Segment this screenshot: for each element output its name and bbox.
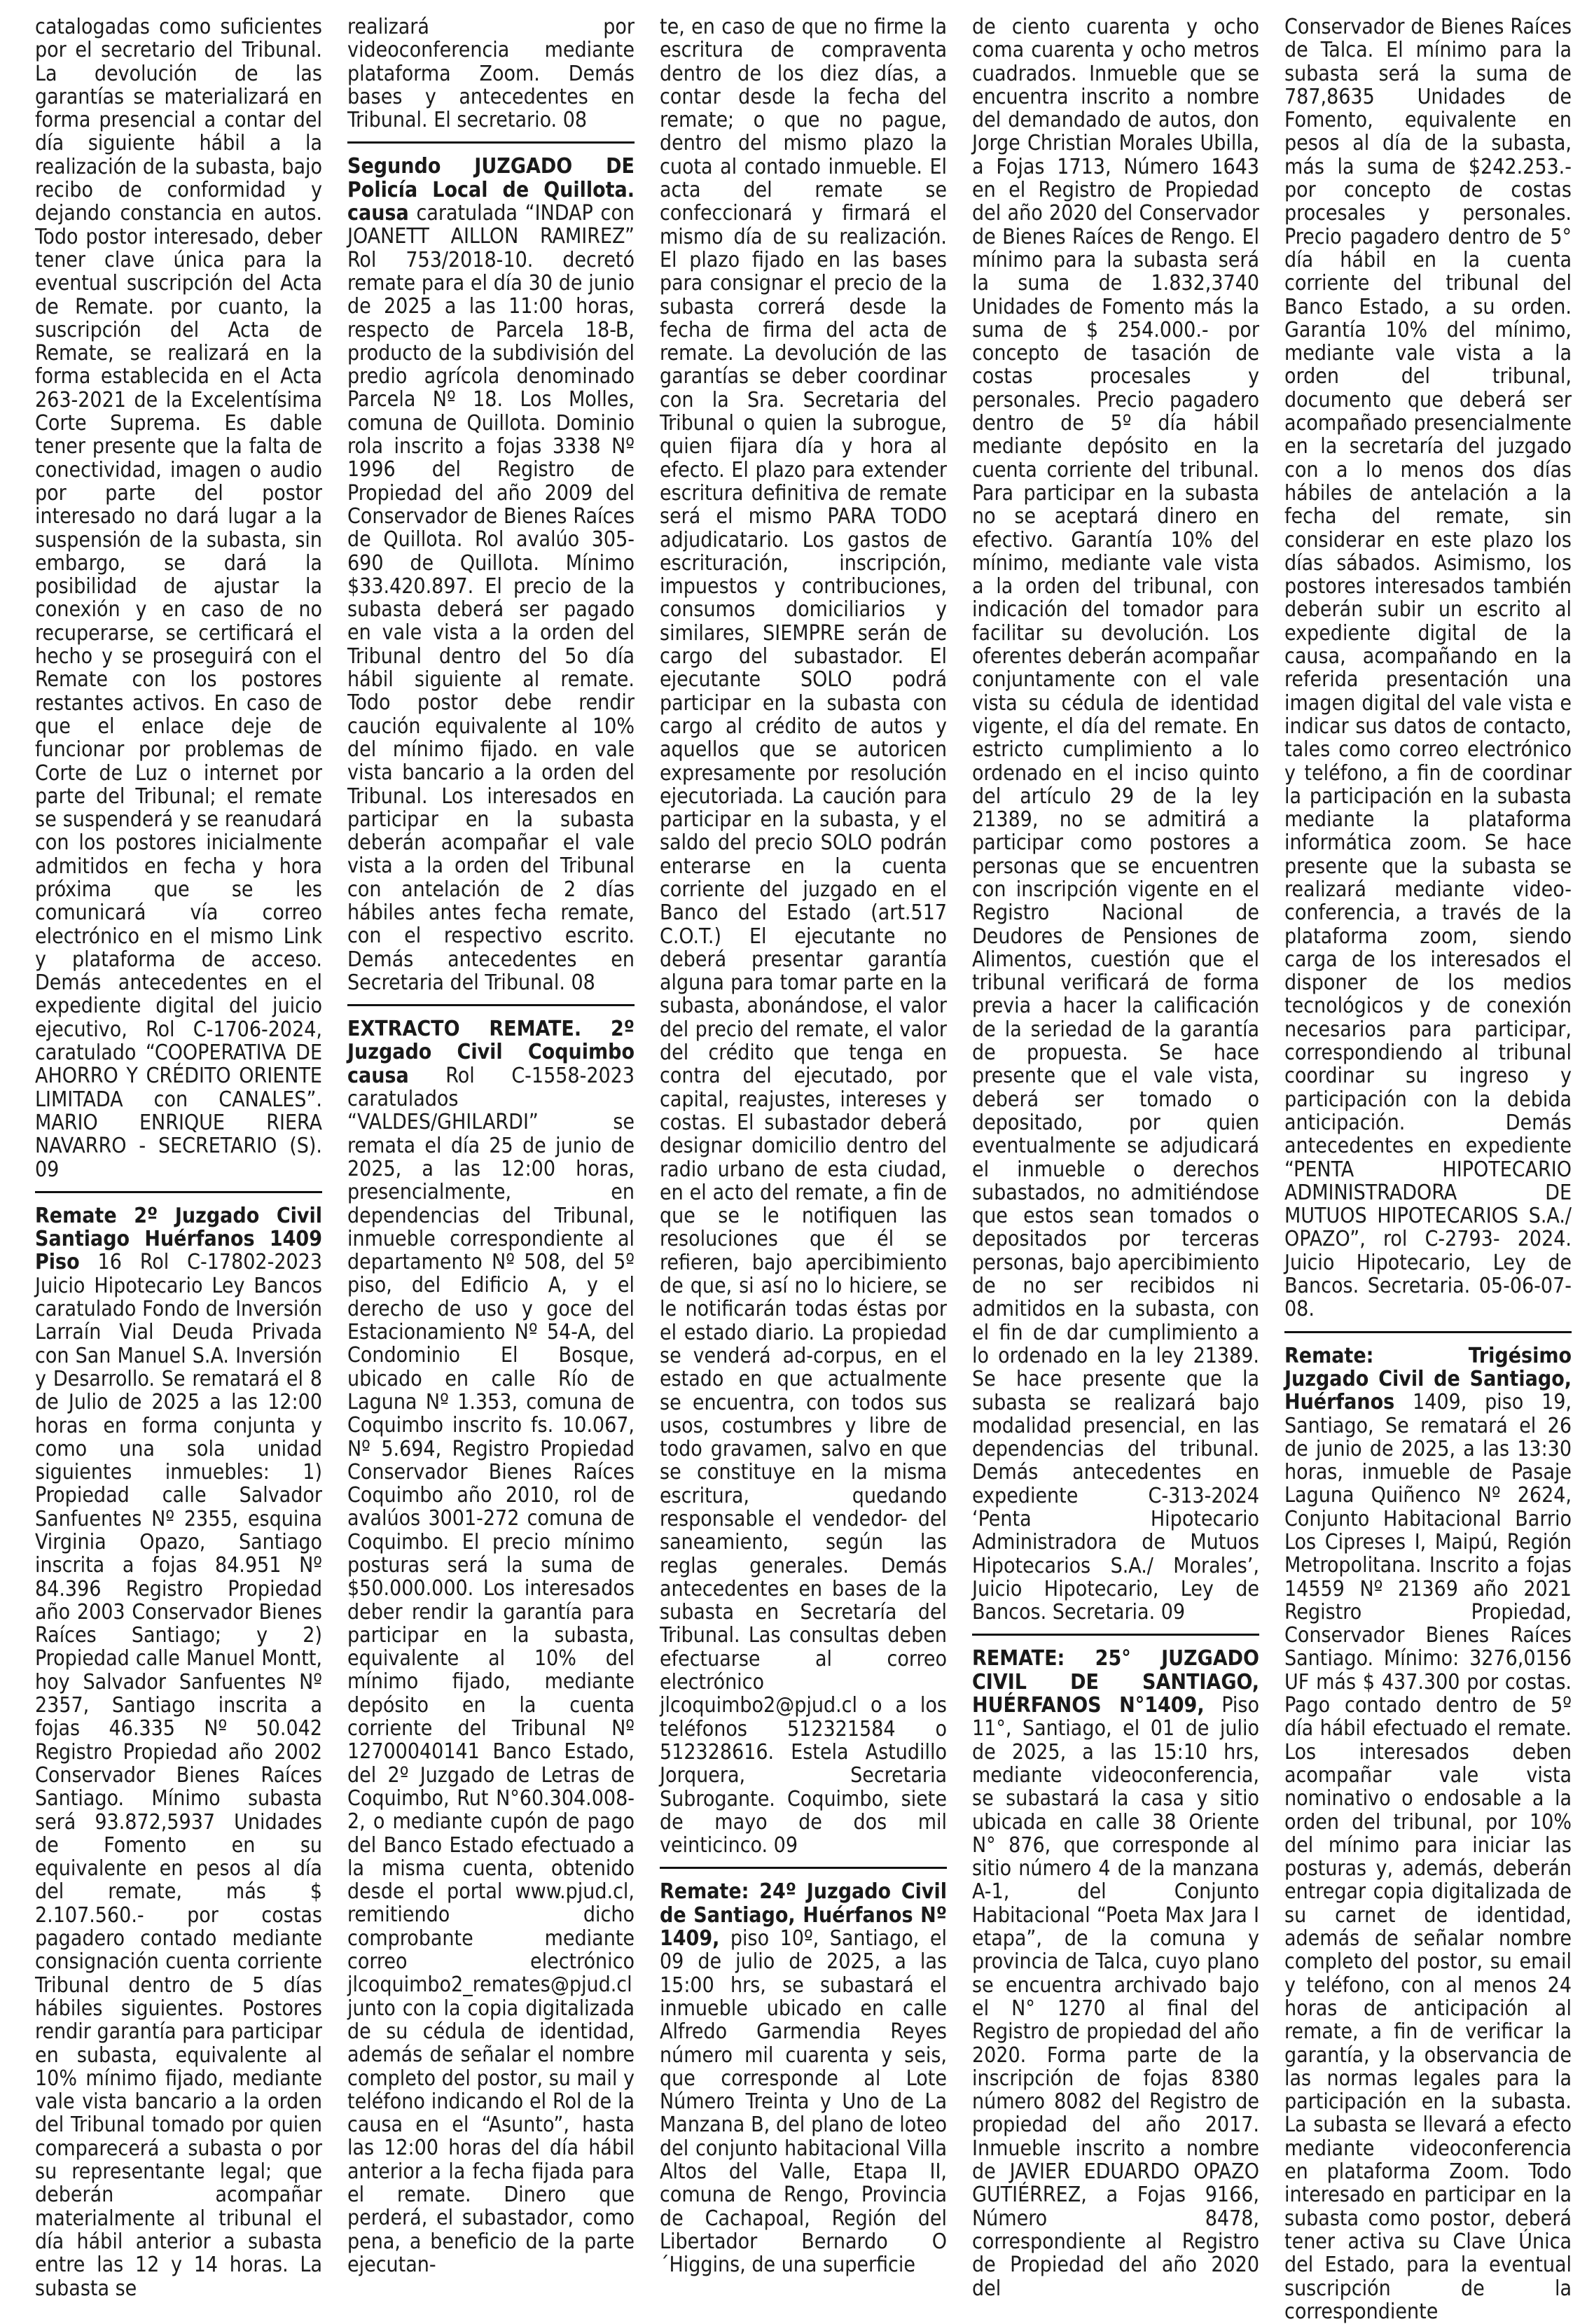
notice-body: Conservador de Bienes Raíces de Talca. El mínimo para la subasta será la suma de 787,8635 Unidades de Fomento, equivalente en pesos al día de la subasta, más la suma de $242.253.- por concepto de costas procesales y personales. Precio pagadero dentro de 5° día hábil en la cuenta corriente del tribunal del Banco Estado, a su orden. Garantía 10% del mínimo, mediante vale vista a la orden del tribunal, documento que deberá ser acompañado presencialmente en la secretaría del juzgado con a lo menos dos días hábiles de antelación a la fecha del remate, sin considerar en este plazo los días sábados. Asimismo, los postores interesados también deberán subir un escrito al expediente digital de la causa, acompañando en la referida presentación una imagen digital del vale vista e indicar sus datos de contacto, tales como correo electrónico y teléfono, a fin de coordinar la participación en la subasta mediante la plataforma informática zoom. Se hace presente que la subasta se realizará mediante video- conferencia, a través de la plataforma zoom, siendo carga de los interesados el disponer de los medios tecnológicos y de conexión necesarios para participar, correspondiendo al tribunal coordinar su ingreso y participación con la debida anticipación. Demás antecedentes en expediente “PENTA HIPOTECARIO ADMINISTRADORA DE MUTUOS HIPOTECARIOS S.A./ OPAZO”, rol C-2793- 2024. Juicio Hipotecario, Ley de Bancos. Secretaria. 05-06-07-08. xyxy=(1284,15,1572,1322)
notice-continuation xyxy=(972,15,1259,1624)
notice-body: 1409, piso 19, Santiago, Se rematará el 26 de junio de 2025, a las 13:30 horas, inmueble de Pasaje Laguna Quiñenco Nº 2624, Conjunto Habitacional Barrio Los Cipreses I, Maipú, Región Metropolitana. Inscrito a fojas 14559 Nº 21369 año 2021 Registro Propiedad, Conservador Bienes Raíces Santiago. Mínimo: 3276,0156 UF más $ 437.300 por costas. Pago contado dentro de 5º día hábil efectuado el remate. Los interesados deben acompañar vale vista nominativo o endosable a la orden del tribunal, por 10% del mínimo para iniciar las posturas y, además, deberán entregar copia digitalizada de su carnet de identidad, además de señalar nombre completo del postor, su email y teléfono, con al menos 24 horas de anticipación al remate, a fin de verificar la garantía, y la observancia de las normas legales para la participación en la subasta. La subasta se llevará a efecto mediante videoconferencia en plataforma Zoom. Todo interesado en participar en la subasta como postor, deberá tener activa su Clave Única del Estado, para la eventual suscripción de la correspondiente xyxy=(1284,1390,1572,2324)
notice-heading: Segundo JUZGADO DE Policía Local de Quillota. causa xyxy=(347,154,635,226)
notice-continuation xyxy=(1284,15,1572,1321)
notice-heading: Remate: 24º Juzgado Civil de Santiago, Huérfanos Nº 1409, xyxy=(660,1879,947,1951)
notice-body: Piso 11°, Santiago, el 01 de julio de 2025, a las 15:10 hrs, mediante videoconferencia, se subastará la casa y sitio ubicada en calle 38 Oriente N° 876, que corresponde al sitio número 4 de la manzana A-1, del Conjunto Habitacional “Poeta Max Jara I etapa”, de la comuna y provincia de Talca, cuyo plano se encuentra archivado bajo el N° 1270 al final del Registro de propiedad del año 2020. Forma parte de la inscripción de fojas 8380 número 8082 del Registro de propiedad del año 2017. Inmueble inscrito a nombre de JAVIER EDUARDO OPAZO GUTIÉRREZ, a Fojas 9166, Número 8478, correspondiente al Registro de Propiedad del año 2020 del xyxy=(972,1693,1259,2301)
notice xyxy=(972,1647,1259,2299)
notice-heading: EXTRACTO REMATE. 2º Juzgado Civil Coquimbo causa xyxy=(347,1017,635,1088)
column-1 xyxy=(35,15,322,2301)
notice-continuation xyxy=(660,15,947,1857)
notice xyxy=(347,155,635,994)
notice-body: 16 Rol C-17802-2023 Juicio Hipotecario Ley Bancos caratulado Fondo de Inversión Larraín Vial Deuda Privada con San Manuel S.A. Inversión y Desarrollo. Se rematará el 8 de Julio de 2025 a las 12:00 horas en forma conjunta y como una sola unidad siguientes inmuebles: 1) Propiedad calle Salvador Sanfuentes Nº 2355, esquina Virginia Opazo, Santiago inscrita a fojas 84.951 Nº 84.396 Registro Propiedad año 2003 Conservador Bienes Raíces Santiago; y 2) Propiedad calle Manuel Montt, hoy Salvador Sanfuentes Nº 2357, Santiago inscrita a fojas 46.335 Nº 50.042 Registro Propiedad año 2002 Conservador Bienes Raíces Santiago. Mínimo subasta será 93.872,5937 Unidades de Fomento en su equivalente en pesos al día del remate, más $ 2.107.560.- por costas pagadero contado mediante consignación cuenta corriente Tribunal dentro de 5 días hábiles siguientes. Postores rendir garantía para participar en subasta, equivalente al 10% mínimo fijado, mediante vale vista bancario a la orden del Tribunal tomado por quien comparecerá a subasta o por su representante legal; que deberán acompañar materialmente al tribunal el día hábil anterior a subasta entre las 12 y 14 horas. La subasta se xyxy=(35,1250,322,2301)
column-2 xyxy=(347,15,635,2277)
notice-heading: REMATE: 25° JUZGADO CIVIL DE SANTIAGO, HUÉRFANOS N°1409, xyxy=(972,1646,1259,1718)
notice-body: catalogadas como suficientes por el secretario del Tribunal. La devolución de las garantías se materializará en forma presencial a contar del día siguiente hábil a la realización de la subasta, bajo recibo de conformidad y dejando constancia en autos. Todo postor interesado, deber tener clave única para la eventual suscripción del Acta de Remate. por cuanto, la suscripción del Acta de Remate, se realizará en la forma establecida en el Acta 263-2021 de la Excelentísima Corte Suprema. Es dable tener presente que la falta de conectividad, imagen o audio por parte del postor interesado no dará lugar a la suspensión de la subasta, sin embargo, se dará la posibilidad de ajustar la conexión y en caso de no recuperarse, se certificará el hecho y se proseguirá con el Remate con los postores restantes activos. En caso de que el enlace deje de funcionar por problemas de Corte de Luz o internet por parte del Tribunal; el remate se suspenderá y se reanudará con los postores inicialmente admitidos en fecha y hora próxima que se les comunicará vía correo electrónico en el mismo Link y plataforma de acceso. Demás antecedentes en el expediente digital del juicio ejecutivo, Rol C-1706-2024, caratulado “COOPERATIVA DE AHORRO Y CRÉDITO ORIENTE LIMITADA con CANALES”. MARIO ENRIQUE RIERA NAVARRO - SECRETARIO (S). 09 xyxy=(35,15,322,1182)
notice-heading: Remate 2º Juzgado Civil Santiago Huérfanos 1409 Piso xyxy=(35,1203,322,1275)
notice-body: piso 10º, Santiago, el 09 de julio de 2025, a las 15:00 hrs, se subastará el inmueble ubicado en calle Alfredo Garmendia Reyes número mil cuarenta y seis, que corresponde al Lote Número Treinta y Uno de La Manzana B, del plano de loteo del conjunto habitacional Villa Altos del Valle, Etapa II, comuna de Rengo, Provincia de Cachapoal, Región del Libertador Bernardo O´Higgins, de una superficie xyxy=(660,1926,947,2278)
column-5 xyxy=(1284,15,1572,2324)
notice-body: de ciento cuarenta y ocho coma cuarenta y ocho metros cuadrados. Inmueble que se encuentra inscrito a nombre del demandado de autos, don Jorge Christian Morales Ubilla, a Fojas 1713, Número 1643 en el Registro de Propiedad del año 2020 del Conservador de Bienes Raíces de Rengo. El mínimo para la subasta será la suma de 1.832,3740 Unidades de Fomento más la suma de $ 254.000.- por concepto de tasación de costas procesales y personales. Precio pagadero dentro de 5º día hábil mediante depósito en la cuenta corriente del tribunal. Para participar en la subasta no se aceptará dinero en efectivo. Garantía 10% del mínimo, mediante vale vista a la orden del tribunal, con indicación del tomador para facilitar su devolución. Los oferentes deberán acompañar conjuntamente con el vale vista su cédula de identidad vigente, el día del remate. En estricto cumplimiento a lo ordenado en el inciso quinto del artículo 29 de la ley 21389, no se admitirá a participar como postores a personas que se encuentren con inscripción vigente en el Registro Nacional de Deudores de Pensiones de Alimentos, cuestión que el tribunal verificará de forma previa a hacer la calificación de la seriedad de la garantía de propuesta. Se hace presente que el vale vista, deberá ser tomado o depositado, por quien eventualmente se adjudicará el inmueble o derechos subastados, no admitiéndose que estos sean tomados o depositados por terceras personas, bajo apercibimiento de no ser recibidos ni admitidos en la subasta, con el fin de dar cumplimiento a lo ordenado en la ley 21389. Se hace presente que la subasta se realizará bajo modalidad presencial, en las dependencias del tribunal. Demás antecedentes en expediente C-313-2024 ‘Penta Hipotecario Administradora de Mutuos Hipotecarios S.A./ Morales’, Juicio Hipotecario, Ley de Bancos. Secretaria. 09 xyxy=(972,15,1259,1625)
notice-divider xyxy=(972,1634,1259,1636)
notice-continuation xyxy=(35,15,322,1181)
column-3 xyxy=(660,15,947,2278)
notice-body: te, en caso de que no firme la escritura de compraventa dentro de los diez días, a contar desde la fecha del remate; o que no pague, dentro del mismo plazo la cuota al contado inmueble. El acta del remate se confeccionará y firmará el mismo día de su realización. El plazo fijado en las bases para consignar el precio de la subasta correrá desde la fecha de firma del acta de remate. La devolución de las garantías se deber coordinar con la Sra. Secretaria del Tribunal o quien la subrogue, quien fijara día y hora al efecto. El plazo para extender escritura definitiva de remate será el mismo PARA TODO adjudicatario. Los gastos de escrituración, inscripción, impuestos y contribuciones, consumos domiciliarios y similares, SIEMPRE serán de cargo del subastador. El ejecutante SOLO podrá participar en la subasta con cargo al crédito de autos y aquellos que se autoricen expresamente por resolución ejecutoriada. La caución para participar en la subasta, y el saldo del precio SOLO podrán enterarse en la cuenta corriente del juzgado en el Banco del Estado (art.517 C.O.T.) El ejecutante no deberá presentar garantía alguna para tomar parte en la subasta, abonándose, el valor del precio del remate, el valor del crédito que tenga en contra del ejecutado, por capital, reajustes, intereses y costas. El subastador deberá designar domicilio dentro del radio urbano de esta ciudad, en el acto del remate, a fin de que se le notifiquen las resoluciones que él se refieren, bajo apercibimiento de que, si así no lo hiciere, se le notificarán todas éstas por el estado diario. La propiedad se venderá ad-corpus, en el estado en que actualmente se encuentra, con todos sus usos, costumbres y libre de todo gravamen, salvo en que se constituye en la misma escritura, quedando responsable el vendedor- del saneamiento, según las reglas generales. Demás antecedentes en bases de la subasta en Secretaría del Tribunal. Las consultas deben efectuarse al correo electrónico jlcoquimbo2@pjud.cl o a los teléfonos 512321584 o 512328616. Estela Astudillo Jorquera, Secretaria Subrogante. Coquimbo, siete de mayo de dos mil veinticinco. 09 xyxy=(660,15,947,1858)
notice-body: Rol C-1558-2023 caratulados “VALDES/GHILARDI” se remata el día 25 de junio de 2025, a las 12:00 horas, presencialmente, en dependencias del Tribunal, inmueble correspondiente al departamento Nº 508, del 5º piso, del Edificio A, y el derecho de uso y goce del Estacionamiento Nº 54-A, del Condominio El Bosque, ubicado en calle Río de Laguna Nº 1.353, comuna de Coquimbo inscrito fs. 10.067, Nº 5.694, Registro Propiedad Conservador Bienes Raíces Coquimbo año 2010, rol de avalúos 3001-272 comuna de Coquimbo. El precio mínimo posturas será la suma de $50.000.000. Los interesados deber rendir la garantía para participar en la subasta, equivalente al 10% del mínimo fijado, mediante depósito en la cuenta corriente del Tribunal Nº 12700040141 Banco Estado, del 2º Juzgado de Letras de Coquimbo, Rut N°60.304.008-2, o mediante cupón de pago del Banco Estado efectuado a la misma cuenta, obtenido desde el portal www.pjud.cl, remitiendo dicho comprobante mediante correo electrónico jlcoquimbo2_remates@pjud.cl junto con la copia digitalizada de su cédula de identidad, además de señalar el nombre completo del postor, su mail y teléfono indicando el Rol de la causa en el “Asunto”, hasta las 12:00 horas del día hábil anterior a la fecha fijada para el remate. Dinero que perderá, el subastador, como pena, a beneficio de la parte ejecutan- xyxy=(347,1063,635,2277)
notice xyxy=(347,1017,635,2276)
notice-body: caratulada “INDAP con JOANETT AILLON RAMIREZ” Rol 753/2018-10. decretó remate para el día 30 de junio de 2025 a las 11:00 horas, respecto de Parcela 18-B, producto de la subdivisión del predio agrícola denominado Parcela Nº 18. Los Molles, comuna de Quillota. Dominio rola inscrito a fojas 3338 Nº 1996 del Registro de Propiedad del año 2009 del Conservador de Bienes Raíces de Quillota. Rol avalúo 305-690 de Quillota. Mínimo $33.420.897. El precio de la subasta deberá ser pagado en vale vista a la orden del Tribunal dentro del 5o día hábil siguiente al remate. Todo postor debe rendir caución equivalente al 10% del mínimo fijado. en vale vista bancario a la orden del Tribunal. Los interesados en participar en la subasta deberán acompañar el vale vista a la orden del Tribunal con antelación de 2 días hábiles antes fecha remate, con el respectivo escrito. Demás antecedentes en Secretaria del Tribunal. 08 xyxy=(347,201,635,995)
notice xyxy=(1284,1344,1572,2323)
notice-heading: Remate: Trigésimo Juzgado Civil de Santiago, Huérfanos xyxy=(1284,1343,1572,1415)
column-4 xyxy=(972,15,1259,2301)
notice-divider xyxy=(35,1191,322,1193)
notice-continuation xyxy=(347,15,635,132)
notice xyxy=(660,1880,947,2276)
notice-divider xyxy=(347,141,635,144)
notice-divider xyxy=(347,1004,635,1006)
notice-divider xyxy=(1284,1331,1572,1333)
notice-divider xyxy=(660,1867,947,1869)
notice-body: realizará por videoconferencia mediante plataforma Zoom. Demás bases y antecedentes en Tribunal. El secretario. 08 xyxy=(347,15,635,133)
notice xyxy=(35,1204,322,2300)
